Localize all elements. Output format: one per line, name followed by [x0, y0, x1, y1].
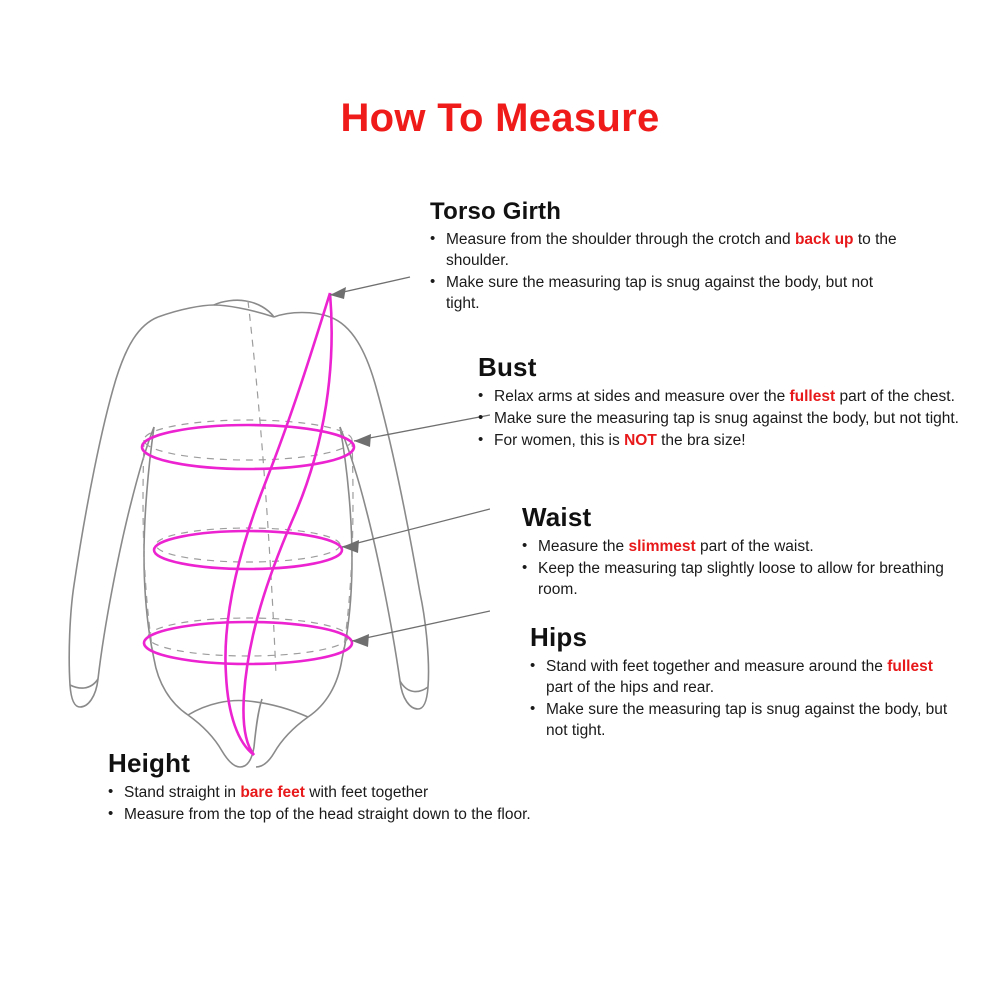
- bullet-item: [430, 273, 900, 315]
- bullet-text: Stand straight in: [124, 784, 241, 801]
- highlighted-text: slimmest: [628, 538, 696, 555]
- bullet-text: with feet together: [304, 784, 429, 801]
- highlighted-text: fullest: [789, 388, 836, 405]
- bullet-text: Measure the: [538, 538, 629, 555]
- bullet-item: [530, 657, 950, 699]
- section-bullets-waist: [522, 537, 952, 601]
- bullet-text: Stand with feet together and measure around the: [546, 658, 888, 675]
- section-bullets-torso-girth: [430, 230, 900, 315]
- bullet-text: Measure from the shoulder through the crotch and: [446, 231, 795, 248]
- bullet-item: [530, 700, 950, 742]
- bullet-item: [430, 230, 900, 272]
- bullet-text: For women, this is: [494, 431, 625, 449]
- highlighted-text: back up: [794, 231, 854, 248]
- bullet-text: Make sure the measuring tap is snug against the body, but not tight.: [446, 273, 874, 312]
- bullet-text: part of the waist.: [695, 538, 814, 555]
- bullet-text: part of the hips and rear.: [546, 678, 715, 696]
- bullet-item: [522, 537, 952, 558]
- bullet-text: the bra size!: [656, 431, 746, 449]
- waist-tape-loop: [154, 531, 342, 569]
- section-heading-waist: Waist: [522, 502, 592, 532]
- section-bullets-bust: [478, 387, 994, 452]
- highlighted-text: bare feet: [240, 784, 305, 801]
- section-waist: [522, 502, 952, 602]
- highlighted-text: fullest: [887, 658, 933, 675]
- section-bust: [478, 352, 994, 453]
- page-title: How To Measure: [340, 96, 660, 140]
- bullet-text: Relax arms at sides and measure over the: [494, 388, 790, 405]
- torso-girth-tape-path-b: [225, 293, 330, 755]
- bullet-text: part of the chest.: [835, 388, 955, 405]
- bullet-item: [522, 559, 952, 601]
- measuring-tape-loops: [142, 293, 354, 755]
- body-measurement-diagram: [30, 255, 490, 775]
- torso-girth-tape-path: [243, 293, 331, 755]
- leader-lines: [330, 277, 490, 641]
- section-heading-torso-girth: Torso Girth: [430, 198, 562, 225]
- section-heading-height: Height: [108, 748, 191, 778]
- bullet-text: Make sure the measuring tap is snug against the body, but not tight.: [546, 700, 948, 739]
- highlighted-text: NOT: [624, 431, 657, 449]
- section-hips: [530, 622, 950, 743]
- section-heading-bust: Bust: [478, 352, 537, 382]
- section-torso-girth: [430, 198, 900, 316]
- section-bullets-height: [108, 783, 628, 826]
- body-outline-icon: [69, 300, 428, 767]
- bullet-item: [478, 387, 994, 408]
- section-height: [108, 748, 628, 827]
- bullet-item: [478, 409, 994, 430]
- body-guide-dashed-lines: [143, 301, 353, 675]
- bullet-item: [108, 783, 628, 804]
- section-bullets-hips: [530, 657, 950, 742]
- bullet-text: to the shoulder.: [446, 231, 897, 269]
- bullet-item: [108, 805, 628, 826]
- bullet-text: Measure from the top of the head straight down to the floor.: [124, 805, 531, 823]
- section-heading-hips: Hips: [530, 622, 588, 652]
- bullet-item: [478, 431, 994, 452]
- bullet-text: Keep the measuring tap slightly loose to allow for breathing room.: [538, 559, 944, 598]
- bullet-text: Make sure the measuring tap is snug against the body, but not tight.: [494, 409, 959, 427]
